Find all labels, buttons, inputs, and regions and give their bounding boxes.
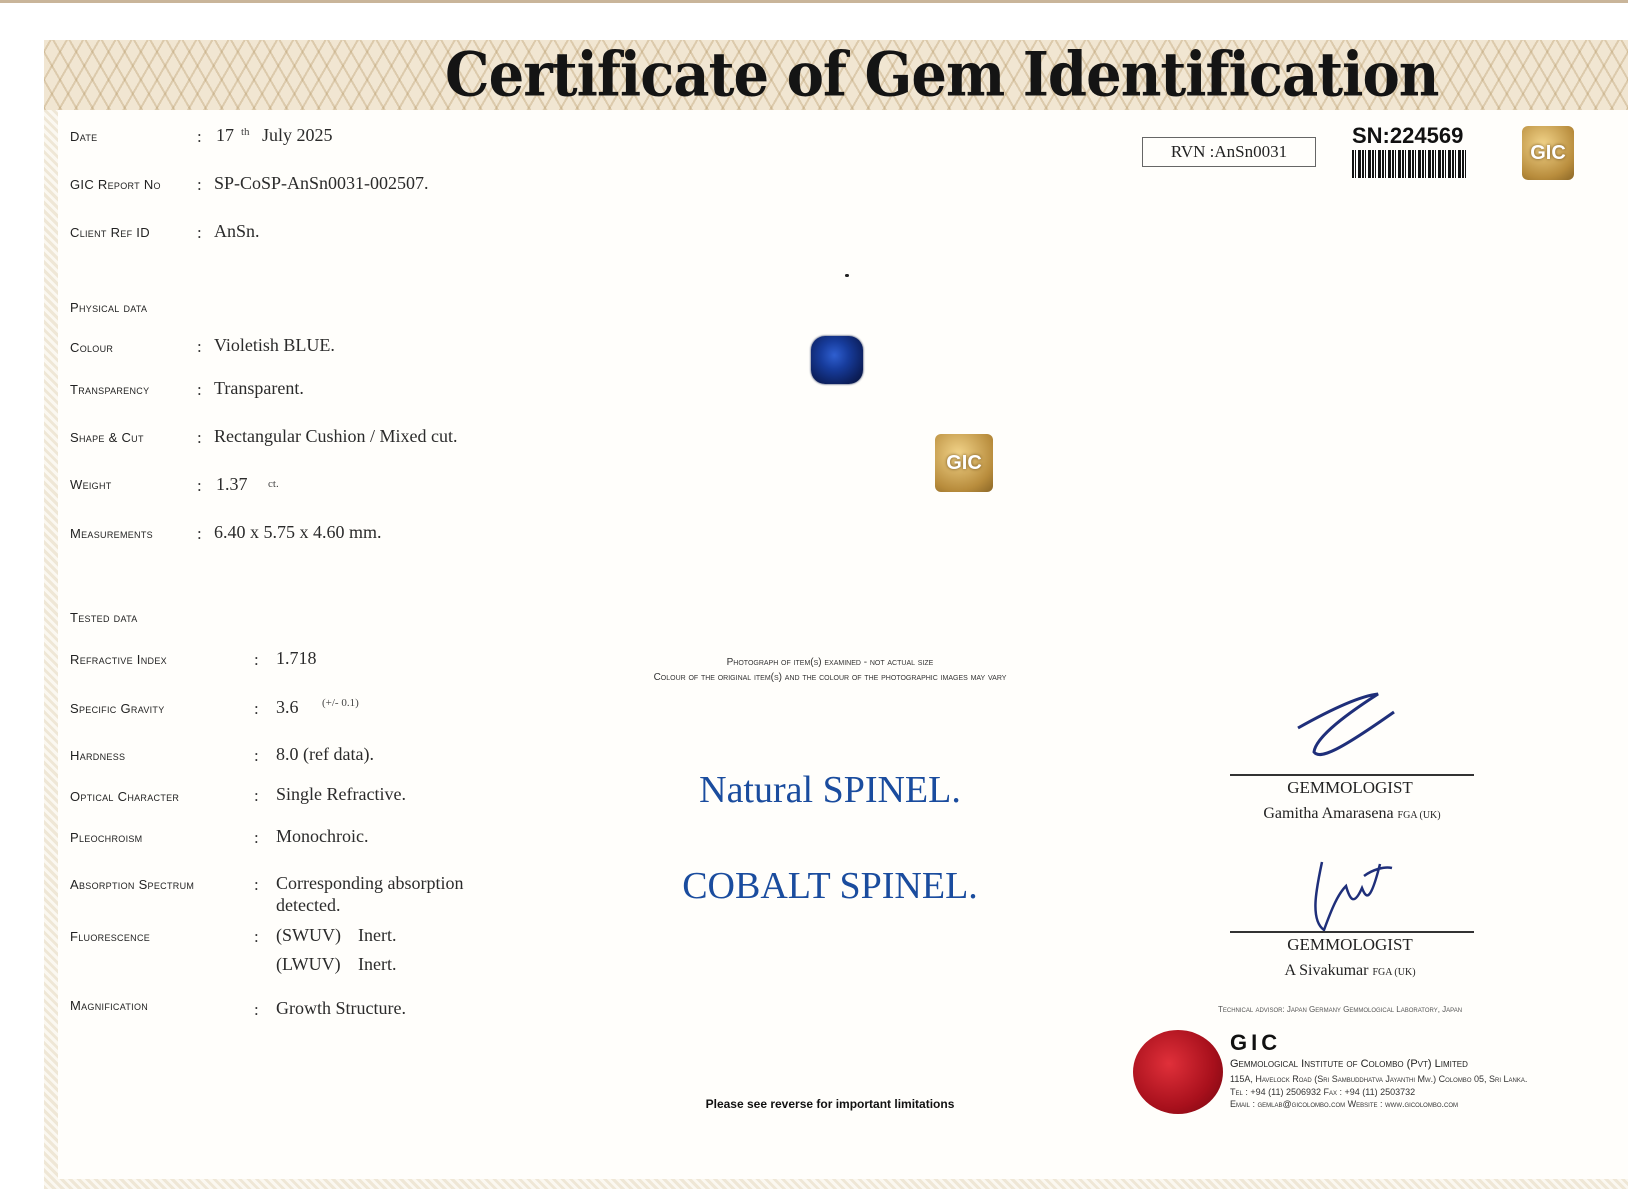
signature-line-2	[1230, 931, 1474, 933]
fluorescence-lw-type: (LWUV)	[276, 954, 341, 974]
fluorescence-label: Fluorescence	[70, 929, 151, 944]
optical-character-value: Single Refractive.	[276, 784, 406, 804]
gic-hologram-center: GIC	[935, 434, 993, 492]
client-ref-label: Client Ref ID	[70, 225, 150, 240]
weight-unit: ct.	[268, 478, 279, 490]
colon: :	[254, 699, 259, 718]
specific-gravity-value: 3.6	[276, 697, 299, 717]
date-suffix: th	[241, 126, 250, 138]
fluorescence-lw-value: Inert.	[358, 954, 397, 974]
gemmologist-1-name: Gamitha Amarasena FGA (UK)	[1263, 805, 1441, 822]
absorption-spectrum-label: Absorption Spectrum	[70, 877, 195, 892]
gemstone-photo	[811, 336, 863, 384]
institute-email: Email : gemlab@gicolombo.com Website : www.gicolombo.com	[1230, 1099, 1458, 1109]
specific-gravity-label: Specific Gravity	[70, 701, 165, 716]
serial-number: SN:224569	[1352, 123, 1464, 148]
report-no-label: GIC Report No	[70, 177, 161, 192]
colon: :	[197, 337, 202, 356]
gic-logo: GIC	[1230, 1030, 1282, 1055]
colon: :	[254, 650, 259, 669]
institute-address: 115A, Havelock Road (Sri Sambuddhatva Jayanthi Mw.) Colombo 05, Sri Lanka.	[1230, 1074, 1528, 1084]
colon: :	[254, 786, 259, 805]
transparency-value: Transparent.	[214, 378, 304, 398]
technical-advisor-note: Technical advisor: Japan Germany Gemmological Laboratory, Japan	[1218, 1005, 1463, 1014]
colon: :	[254, 875, 259, 894]
colon: :	[197, 380, 202, 399]
hardness-value: 8.0 (ref data).	[276, 744, 374, 764]
date-label: Date	[70, 129, 98, 144]
absorption-spectrum-value-line1: Corresponding absorption	[276, 873, 464, 893]
client-ref-value: AnSn.	[214, 221, 260, 241]
guilloche-border-left	[44, 40, 58, 1189]
pleochroism-value: Monochroic.	[276, 826, 369, 846]
guilloche-border-bottom	[44, 1179, 1628, 1189]
gic-hologram-top: GIC	[1522, 126, 1574, 180]
photo-note-line2: Colour of the original item(s) and the colour of the photographic images may vary	[653, 672, 1007, 683]
pleochroism-label: Pleochroism	[70, 830, 143, 845]
wax-seal	[1133, 1030, 1223, 1114]
photo-note-line1: Photograph of item(s) examined - not actual size	[726, 657, 934, 668]
signature-1	[1290, 690, 1410, 770]
tested-data-heading: Tested data	[70, 610, 138, 625]
magnification-label: Magnification	[70, 998, 149, 1013]
weight-label: Weight	[70, 477, 112, 492]
measurements-value: 6.40 x 5.75 x 4.60 mm.	[214, 522, 382, 542]
institute-name: Gemmological Institute of Colombo (Pvt) Limited	[1230, 1058, 1468, 1070]
colon: :	[197, 127, 202, 146]
gemmologist-2-name: A Sivakumar FGA (UK)	[1284, 962, 1416, 979]
barcode	[1352, 150, 1468, 178]
colon: :	[254, 1000, 259, 1019]
weight-value: 1.37	[216, 474, 248, 494]
magnification-value: Growth Structure.	[276, 998, 406, 1018]
gemmologist-1-title: GEMMOLOGIST	[1287, 778, 1413, 797]
hardness-label: Hardness	[70, 748, 126, 763]
gemmologist-2-title: GEMMOLOGIST	[1287, 935, 1413, 954]
colour-label: Colour	[70, 340, 114, 355]
date-day: 17	[216, 125, 234, 145]
signature-2	[1300, 850, 1400, 935]
transparency-label: Transparency	[70, 382, 150, 397]
certificate-title: Certificate of Gem Identification	[445, 39, 1439, 111]
absorption-spectrum-value-line2: detected.	[276, 895, 341, 915]
colon: :	[197, 223, 202, 242]
colon: :	[254, 927, 259, 946]
colon: :	[254, 746, 259, 765]
optical-character-label: Optical Character	[70, 789, 180, 804]
speck	[845, 274, 849, 277]
date-month-year: July 2025	[262, 125, 333, 145]
colon: :	[197, 428, 202, 447]
identification-result: Natural SPINEL.	[699, 769, 961, 811]
fluorescence-sw-type: (SWUV)	[276, 925, 341, 945]
report-no-value: SP-CoSP-AnSn0031-002507.	[214, 173, 429, 193]
specific-gravity-tolerance: (+/- 0.1)	[322, 697, 359, 709]
variety-result: COBALT SPINEL.	[682, 865, 978, 907]
colon: :	[197, 476, 202, 495]
shape-cut-label: Shape & Cut	[70, 430, 144, 445]
physical-data-heading: Physical data	[70, 300, 148, 315]
institute-phone: Tel : +94 (11) 2506932 Fax : +94 (11) 2503732	[1230, 1087, 1416, 1097]
colour-value: Violetish BLUE.	[214, 335, 335, 355]
measurements-label: Measurements	[70, 526, 153, 541]
refractive-index-label: Refractive Index	[70, 652, 167, 667]
limitations-note: Please see reverse for important limitations	[705, 1097, 955, 1111]
colon: :	[197, 175, 202, 194]
rvn-box: RVN :AnSn0031	[1142, 137, 1316, 167]
signature-line-1	[1230, 774, 1474, 776]
fluorescence-sw-value: Inert.	[358, 925, 397, 945]
colon: :	[254, 828, 259, 847]
shape-cut-value: Rectangular Cushion / Mixed cut.	[214, 426, 458, 446]
colon: :	[197, 524, 202, 543]
refractive-index-value: 1.718	[276, 648, 317, 668]
top-edge	[0, 0, 1628, 3]
